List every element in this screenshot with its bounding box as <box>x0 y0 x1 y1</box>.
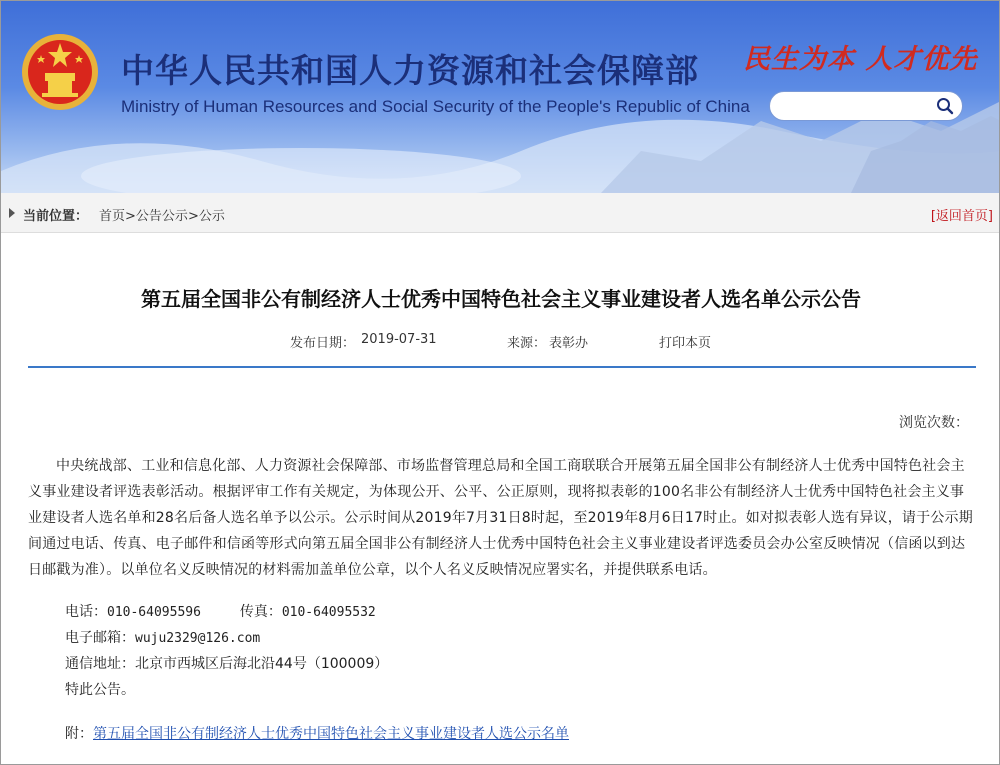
address-label: 通信地址： <box>65 656 135 672</box>
attachment-link[interactable]: 第五届全国非公有制经济人士优秀中国特色社会主义事业建设者人选公示名单 <box>93 726 569 742</box>
email-value: wuju2329@126.com <box>135 631 261 646</box>
breadcrumb-arrow-icon <box>9 208 15 218</box>
phone-fax-line <box>65 601 376 621</box>
back-home-link[interactable]: [返回首页] <box>930 209 993 224</box>
breadcrumb-separator: > <box>187 209 199 224</box>
email-label: 电子邮箱： <box>65 630 135 646</box>
article-title: 第五届全国非公有制经济人士优秀中国特色社会主义事业建设者人选名单公示公告 <box>141 287 861 311</box>
site-title-chinese: 中华人民共和国人力资源和社会保障部 <box>121 51 699 90</box>
attachment-label: 附： <box>65 726 93 742</box>
search-box <box>769 91 963 121</box>
source-value: 表彰办 <box>549 336 589 351</box>
search-icon[interactable] <box>936 97 954 115</box>
national-emblem-icon <box>19 31 101 113</box>
publish-date-label: 发布日期： <box>290 336 356 351</box>
site-slogan: 民生为本 人才优先 <box>743 44 978 75</box>
publish-date: 2019-07-31 <box>361 332 437 347</box>
breadcrumb-links <box>99 205 225 224</box>
article-body <box>28 453 978 583</box>
breadcrumb-separator: > <box>125 209 136 224</box>
source-label: 来源： <box>507 336 547 351</box>
article-paragraph: 中央统战部、工业和信息化部、人力资源社会保障部、市场监督管理总局和全国工商联联合开展第五届全国非公有制经济人士优秀中国特色社会主义事业建设者评选表彰活动。根据评审工作有关规定，为体现公开、公平、公正原则，现将拟表彰的100名非公有制经济人士优秀中国特色社会主义事业建设者人选名单和28名后备人选名单予以公示。公示时间从2019年7月31日8时起，至2019年8月6日17时止。如对拟表彰人选有异议，请于公示期间通过电话、传真、电子邮件和信函等形式向第五届全国非公有制经济人士优秀中国特色社会主义事业建设者评选委员会办公室反映情况（信函以到达日邮戳为准）。以单位名义反映情况的材料需加盖单位公章，以个人名义反映情况应署实名，并提供联系电话。 <box>28 458 973 578</box>
site-title-english: Ministry of Human Resources and Social Security of the People's Republic of China <box>121 97 750 116</box>
fax-value: 010-64095532 <box>281 605 376 620</box>
breadcrumb <box>1 193 1000 233</box>
attachment-line <box>65 723 569 743</box>
print-page-link[interactable]: 打印本页 <box>659 336 712 351</box>
breadcrumb-item-announcements[interactable]: 公告公示 <box>135 209 188 224</box>
view-count: 浏览次数： <box>899 415 969 431</box>
phone-label: 电话： <box>65 604 107 620</box>
address-value: 北京市西城区后海北沿44号（100009） <box>135 656 389 672</box>
breadcrumb-item-home[interactable]: 首页 <box>99 209 126 224</box>
breadcrumb-item-publicity[interactable]: 公示 <box>198 209 225 224</box>
fax-label: 传真： <box>239 604 282 620</box>
email-line <box>65 627 260 647</box>
title-divider <box>28 366 976 368</box>
site-header <box>1 1 1000 193</box>
search-input[interactable] <box>780 96 930 116</box>
closing-line: 特此公告。 <box>65 682 135 698</box>
phone-value: 010-64095596 <box>107 605 201 620</box>
breadcrumb-label: 当前位置： <box>23 209 89 224</box>
address-line <box>65 653 388 673</box>
